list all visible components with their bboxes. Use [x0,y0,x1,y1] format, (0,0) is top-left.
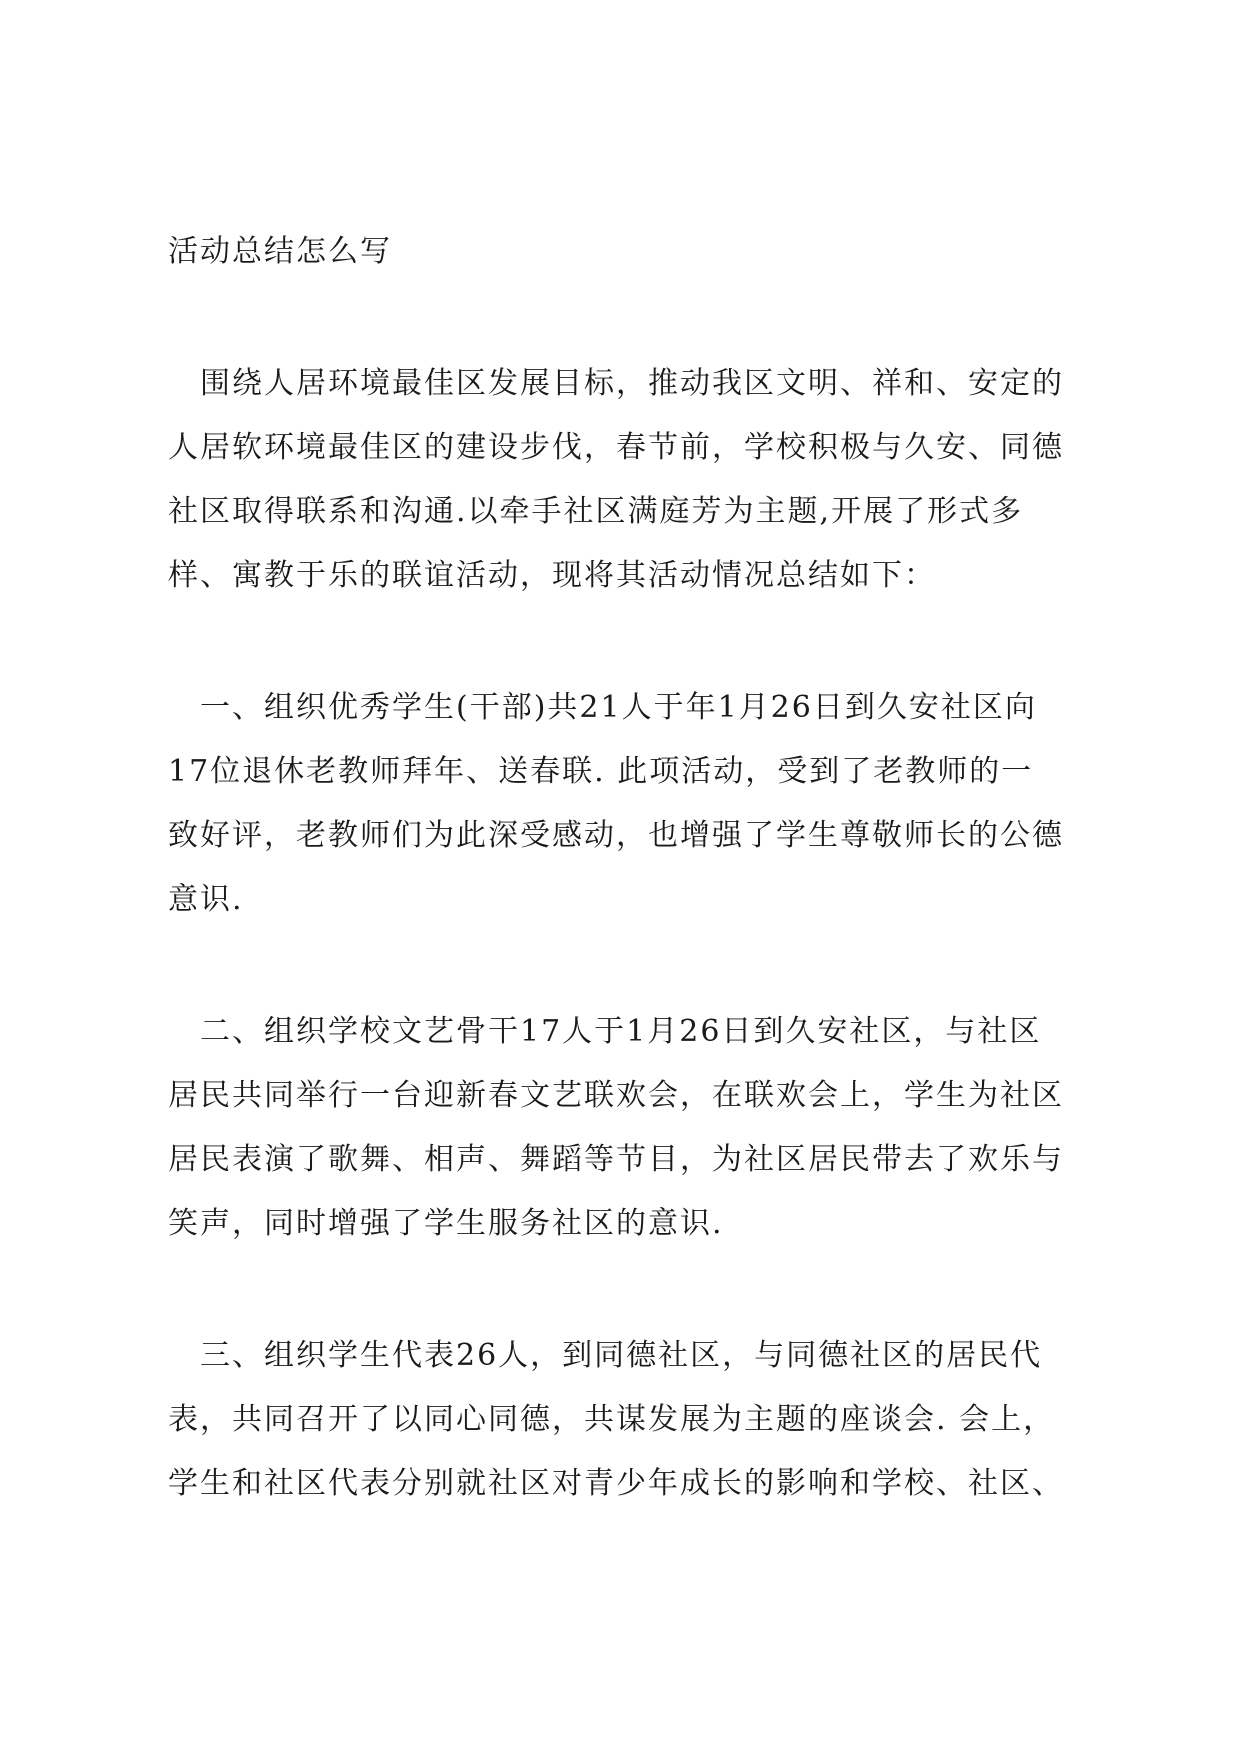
paragraph-line: 学生和社区代表分别就社区对青少年成长的影响和学校、社区、 [168,1466,1064,1501]
paragraph-line: 致好评，老教师们为此深受感动，也增强了学生尊敬师长的公德 [168,818,1064,853]
paragraph-line: 二、组织学校文艺骨干17人于1月26日到久安社区，与社区 [168,1014,1042,1049]
paragraph-line: 17位退休老教师拜年、送春联. 此项活动，受到了老教师的一 [168,754,1034,789]
paragraph-line: 人居软环境最佳区的建设步伐，春节前，学校积极与久安、同德 [168,430,1064,465]
paragraph-line: 意识. [168,882,244,917]
paragraph-line: 三、组织学生代表26人，到同德社区，与同德社区的居民代 [168,1338,1043,1373]
paragraph-line: 样、寓教于乐的联谊活动，现将其活动情况总结如下： [168,558,936,593]
paragraph-line: 社区取得联系和沟通.以牵手社区满庭芳为主题,开展了形式多 [168,494,1024,529]
document-title: 活动总结怎么写 [168,234,392,269]
paragraph-line: 居民表演了歌舞、相声、舞蹈等节目，为社区居民带去了欢乐与 [168,1142,1064,1177]
paragraph-item-3 [168,1324,1088,1516]
paragraph-intro [168,352,1088,608]
paragraph-line: 表，共同召开了以同心同德，共谋发展为主题的座谈会. 会上， [168,1402,1056,1437]
paragraph-line: 笑声，同时增强了学生服务社区的意识. [168,1206,724,1241]
paragraph-item-2 [168,1000,1088,1256]
paragraph-item-1 [168,676,1088,932]
paragraph-line: 居民共同举行一台迎新春文艺联欢会，在联欢会上，学生为社区 [168,1078,1064,1113]
paragraph-line: 围绕人居环境最佳区发展目标，推动我区文明、祥和、安定的 [168,366,1064,401]
paragraph-line: 一、组织优秀学生(干部)共21人于年1月26日到久安社区向 [168,690,1037,725]
